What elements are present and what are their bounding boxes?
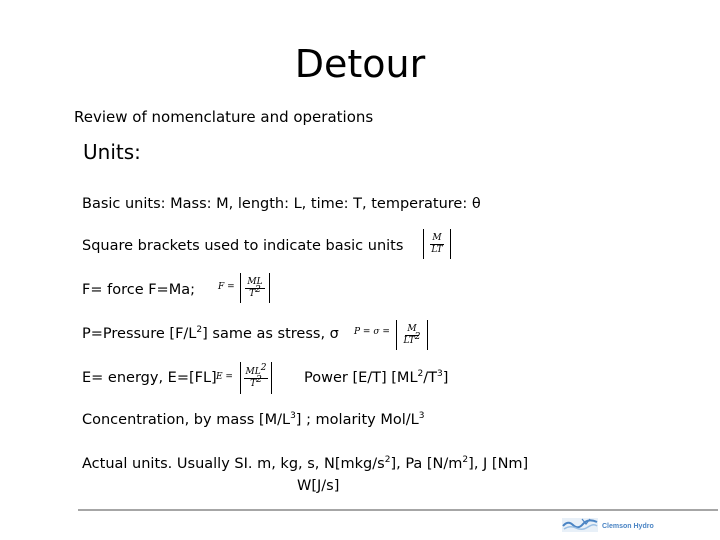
actual-units-exp-1: 2 — [384, 455, 391, 466]
actual-units-text: Actual units. Usually SI. m, kg, s, N[mkg/s — [82, 456, 385, 472]
concentration-text: Concentration, by mass [M/L — [82, 412, 291, 428]
pressure-bracket-formula — [396, 320, 428, 350]
energy-bracket-formula — [240, 362, 272, 394]
concentration-exp-2: 3 — [418, 411, 425, 422]
slide-subtitle: Review of nomenclature and operations — [74, 108, 374, 126]
power-text: Power [E/T] [ML — [304, 370, 418, 386]
concentration-exp-1: 3 — [290, 411, 296, 422]
actual-units-line-2: W[J/s] — [297, 478, 340, 494]
bracket-denominator: LT — [431, 244, 443, 255]
power-exp-2: 3 — [437, 369, 443, 380]
force-bracket-formula — [240, 273, 270, 303]
pressure-exp: 2 — [196, 325, 203, 336]
concentration-text-end: ] ; molarity Mol/L — [295, 412, 419, 428]
power-text-end: ] — [442, 370, 449, 386]
force-denominator-exp: 2 — [255, 284, 261, 295]
units-heading: Units: — [83, 140, 141, 164]
power-exp-1: 2 — [417, 369, 424, 380]
energy-numerator: ML — [245, 366, 261, 377]
pressure-text: P=Pressure [F/L — [82, 326, 197, 342]
svg-text:Clemson Hydro: Clemson Hydro — [602, 523, 654, 530]
pressure-formula-lhs: P = σ = — [354, 327, 390, 337]
power-text-mid: /T — [423, 370, 438, 386]
actual-units-exp-2: 2 — [462, 455, 469, 466]
pressure-text-end: ] same as stress, σ — [202, 326, 339, 342]
energy-numerator-exp: 2 — [260, 362, 267, 373]
actual-units-line — [82, 456, 528, 472]
clemson-hydro-logo — [562, 516, 674, 534]
energy-line: E= energy, E=[FL] — [82, 370, 217, 386]
square-brackets-line: Square brackets used to indicate basic units — [82, 238, 404, 254]
basic-units-line: Basic units: Mass: M, length: L, time: T, temperature: θ — [82, 196, 481, 212]
force-numerator: ML — [247, 276, 263, 287]
pressure-numerator: M — [407, 323, 417, 334]
energy-denominator-exp: 2 — [256, 374, 262, 385]
energy-denominator: T — [250, 378, 257, 389]
actual-units-text-end: ], J [Nm] — [468, 456, 529, 472]
pressure-denominator-exp: 2 — [414, 331, 421, 342]
power-line — [304, 370, 448, 386]
slide-title: Detour — [294, 42, 426, 86]
energy-formula-lhs: E = — [216, 372, 233, 382]
concentration-line — [82, 412, 424, 428]
basic-units-bracket-formula — [423, 229, 451, 259]
footer-separator — [78, 509, 718, 511]
actual-units-text-mid: ], Pa [N/m — [390, 456, 463, 472]
pressure-line — [82, 326, 339, 342]
pressure-denominator: LT — [403, 335, 415, 346]
force-denominator: T — [249, 288, 256, 299]
force-formula-lhs: F = — [218, 282, 235, 292]
bracket-numerator: M — [432, 232, 442, 243]
force-line: F= force F=Ma; — [82, 282, 195, 298]
